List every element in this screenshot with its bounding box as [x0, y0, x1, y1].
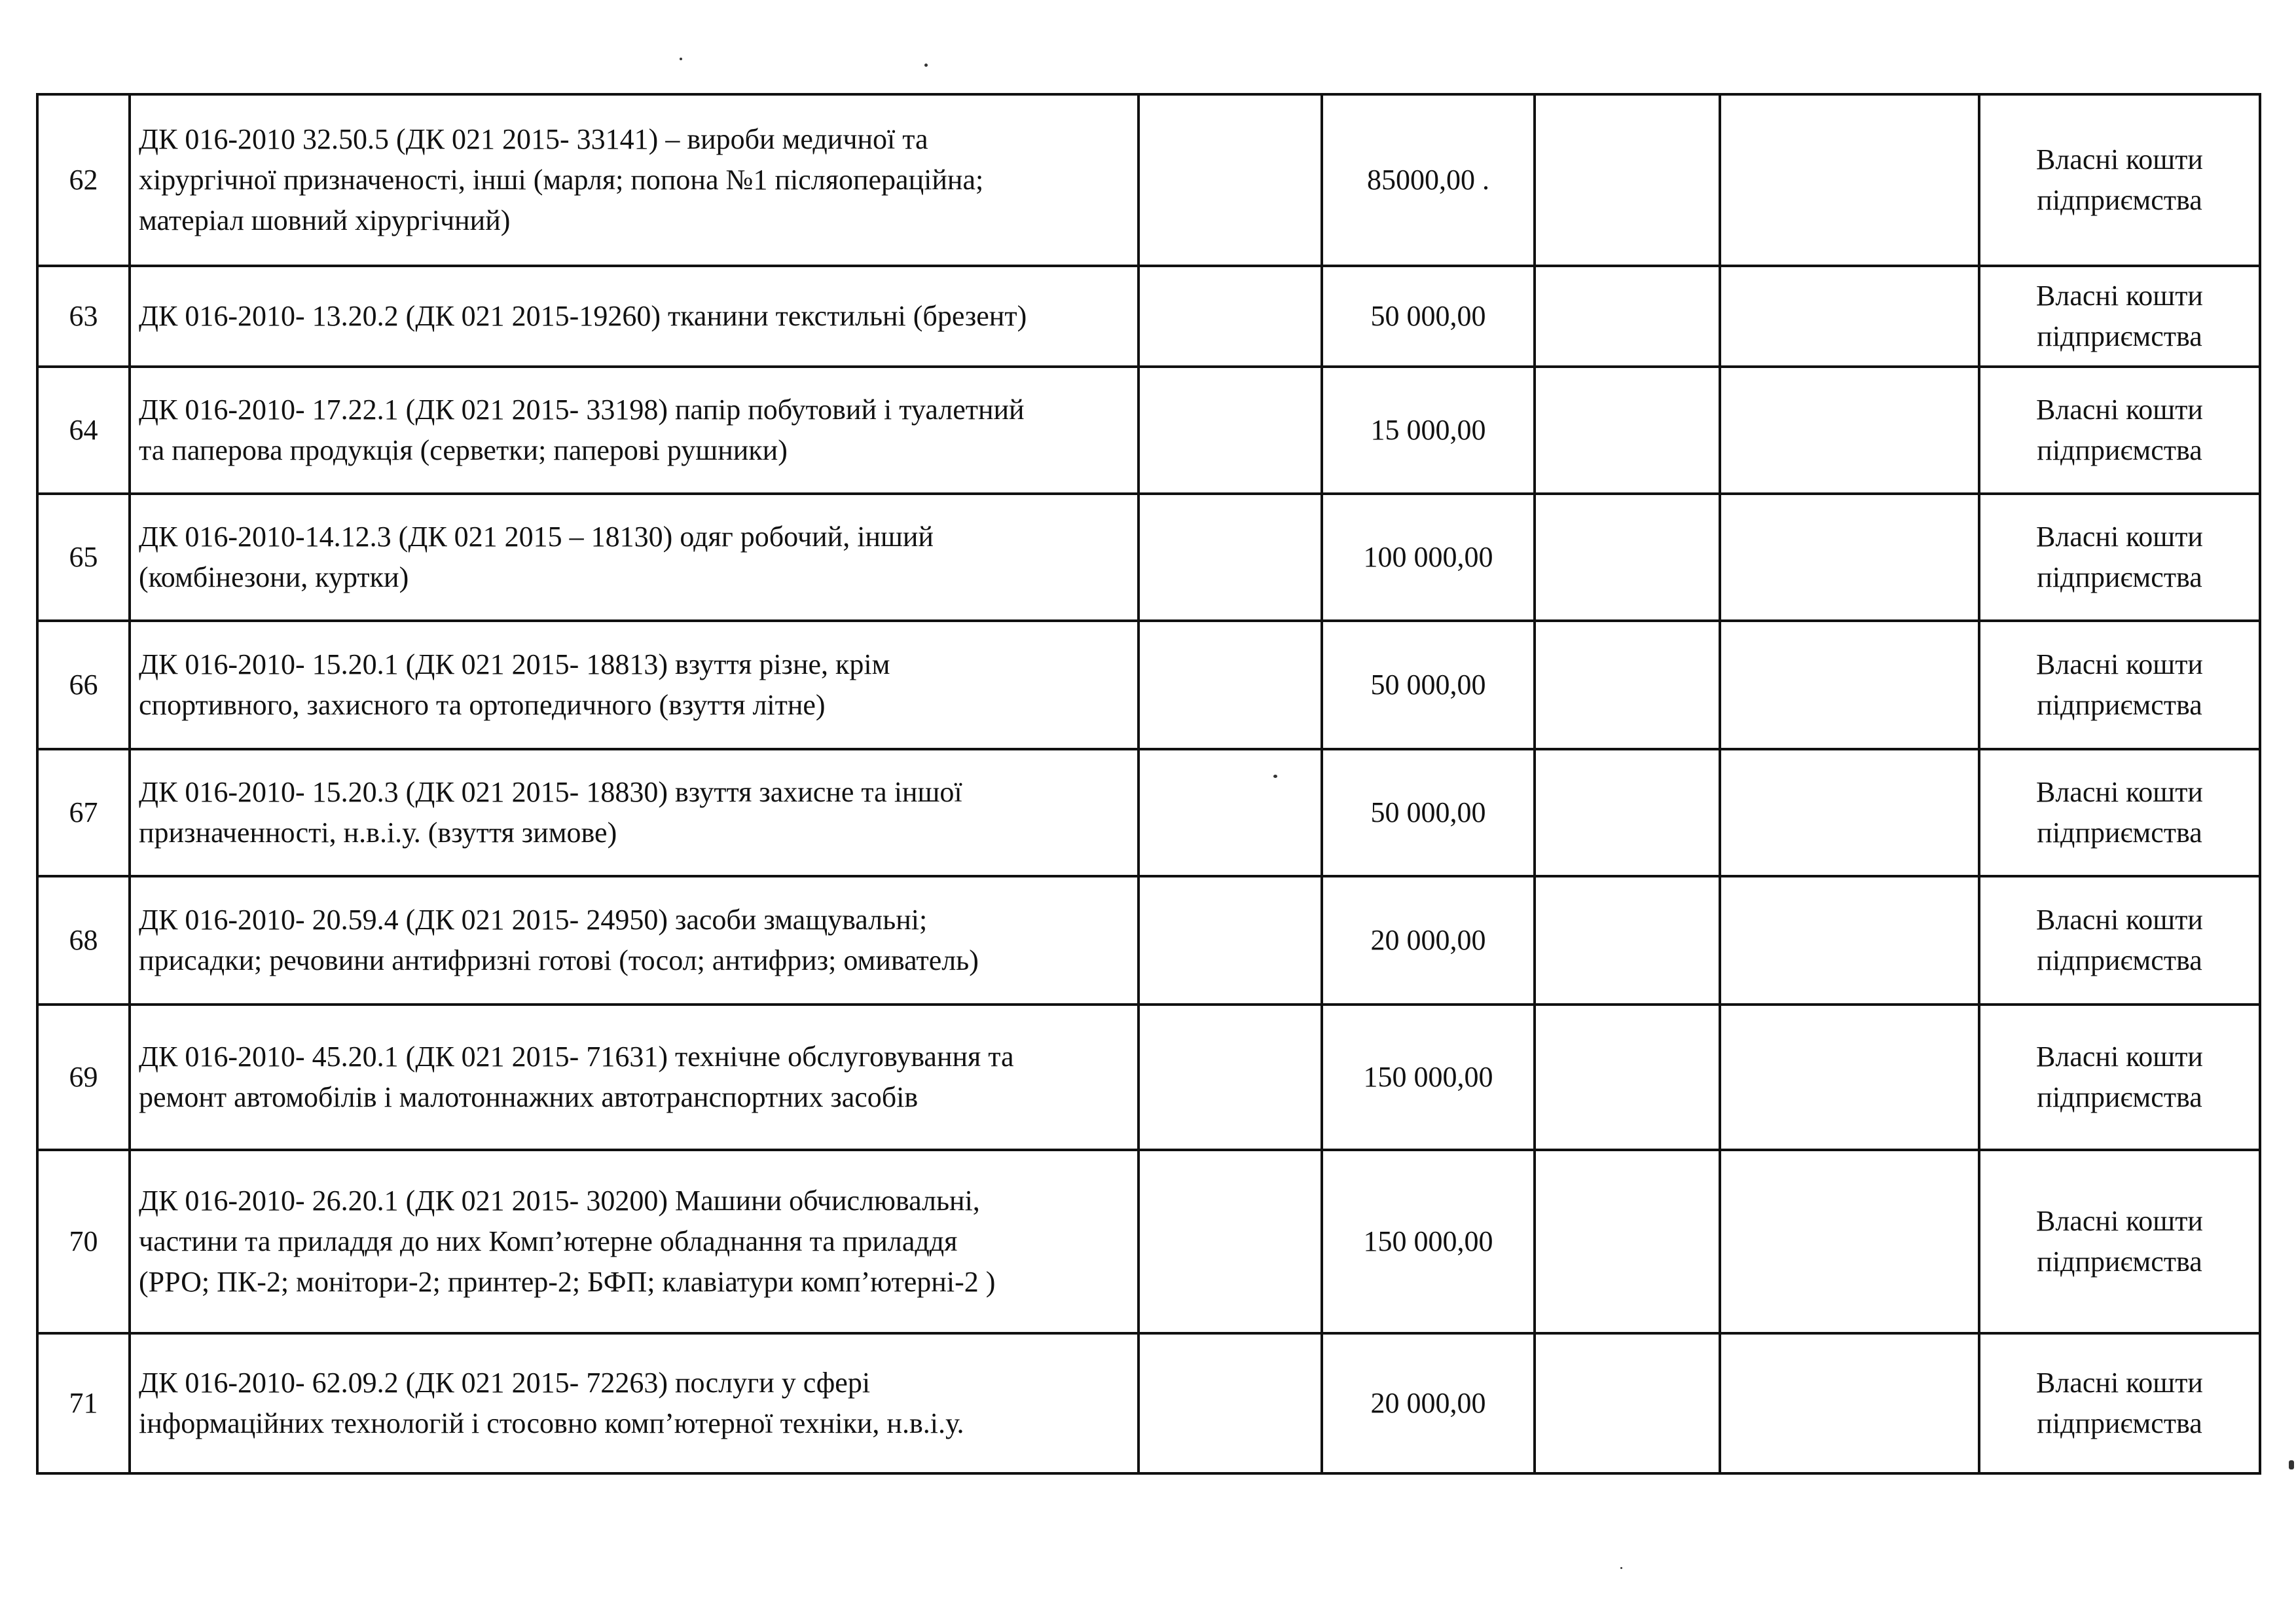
funding-source-line: підприємства	[2037, 1081, 2202, 1113]
expected-cost: 20 000,00	[1322, 876, 1535, 1005]
funding-source	[1979, 367, 2260, 494]
expected-cost: 150 000,00	[1322, 1005, 1535, 1150]
row-number: 65	[37, 494, 130, 621]
item-description	[130, 1333, 1139, 1473]
funding-source-line: Власні кошти	[2036, 1041, 2203, 1073]
funding-source	[1979, 1333, 2260, 1473]
empty-cell	[1720, 621, 1979, 749]
item-description	[130, 266, 1139, 367]
funding-source	[1979, 1005, 2260, 1150]
empty-cell	[1139, 1005, 1322, 1150]
empty-cell	[1720, 494, 1979, 621]
funding-source-line: Власні кошти	[2036, 280, 2203, 312]
row-number: 70	[37, 1150, 130, 1333]
row-number: 64	[37, 367, 130, 494]
table-row	[37, 367, 2260, 494]
empty-cell	[1139, 1333, 1322, 1473]
description-line: ДК 016-2010- 15.20.3 (ДК 021 2015- 18830) взуття захисне та іншої	[139, 776, 962, 808]
funding-source	[1979, 266, 2260, 367]
procurement-plan-table	[36, 93, 2261, 1475]
expected-cost: 20 000,00	[1322, 1333, 1535, 1473]
expected-cost: 100 000,00	[1322, 494, 1535, 621]
description-line: ДК 016-2010- 45.20.1 (ДК 021 2015- 71631) технічне обслуговування та	[139, 1041, 1014, 1073]
description-line: ДК 016-2010- 13.20.2 (ДК 021 2015-19260) тканини текстильні (брезент)	[139, 300, 1027, 332]
funding-source-line: підприємства	[2037, 1246, 2202, 1278]
empty-cell	[1139, 494, 1322, 621]
row-number: 63	[37, 266, 130, 367]
funding-source-line: Власні кошти	[2036, 143, 2203, 175]
description-line: (РРО; ПК-2; монітори-2; принтер-2; БФП; клавіатури комп’ютерні-2 )	[139, 1266, 996, 1298]
empty-cell	[1139, 94, 1322, 266]
funding-source-line: підприємства	[2037, 1407, 2202, 1439]
description-line: матеріал шовний хірургічний)	[139, 204, 511, 236]
empty-cell	[1535, 1005, 1720, 1150]
table-row	[37, 749, 2260, 876]
item-description	[130, 749, 1139, 876]
funding-source-line: Власні кошти	[2036, 776, 2203, 808]
empty-cell	[1535, 494, 1720, 621]
table-body	[37, 94, 2260, 1473]
scan-speck	[2289, 1460, 2294, 1469]
expected-cost: 50 000,00	[1322, 621, 1535, 749]
description-line: спортивного, захисного та ортопедичного (взуття літне)	[139, 689, 826, 721]
funding-source	[1979, 749, 2260, 876]
table-row	[37, 1150, 2260, 1333]
row-number: 69	[37, 1005, 130, 1150]
funding-source	[1979, 621, 2260, 749]
row-number: 71	[37, 1333, 130, 1473]
item-description	[130, 621, 1139, 749]
funding-source	[1979, 876, 2260, 1005]
funding-source	[1979, 94, 2260, 266]
expected-cost: 150 000,00	[1322, 1150, 1535, 1333]
table-row	[37, 94, 2260, 266]
table-row	[37, 876, 2260, 1005]
funding-source-line: підприємства	[2037, 320, 2202, 352]
empty-cell	[1535, 1150, 1720, 1333]
table-row	[37, 1333, 2260, 1473]
empty-cell	[1720, 876, 1979, 1005]
empty-cell	[1720, 1005, 1979, 1150]
item-description	[130, 94, 1139, 266]
item-description	[130, 876, 1139, 1005]
scan-speck	[1620, 1567, 1622, 1569]
description-line: ДК 016-2010-14.12.3 (ДК 021 2015 – 18130) одяг робочий, інший	[139, 521, 934, 553]
empty-cell	[1535, 876, 1720, 1005]
empty-cell	[1139, 266, 1322, 367]
empty-cell	[1720, 1150, 1979, 1333]
funding-source-line: підприємства	[2037, 434, 2202, 466]
scan-speck	[680, 58, 682, 60]
description-line: присадки; речовини антифризні готові (тосол; антифриз; омиватель)	[139, 944, 979, 976]
funding-source-line: Власні кошти	[2036, 521, 2203, 553]
table-row	[37, 1005, 2260, 1150]
empty-cell	[1139, 749, 1322, 876]
funding-source-line: Власні кошти	[2036, 1367, 2203, 1399]
empty-cell	[1720, 94, 1979, 266]
description-line: частини та приладдя до них Комп’ютерне обладнання та приладдя	[139, 1225, 958, 1257]
empty-cell	[1139, 1150, 1322, 1333]
description-line: ДК 016-2010 32.50.5 (ДК 021 2015- 33141) – вироби медичної та	[139, 123, 928, 155]
empty-cell	[1535, 749, 1720, 876]
description-line: ДК 016-2010- 62.09.2 (ДК 021 2015- 72263) послуги у сфері	[139, 1367, 871, 1399]
empty-cell	[1535, 1333, 1720, 1473]
funding-source-line: підприємства	[2037, 561, 2202, 593]
funding-source-line: підприємства	[2037, 944, 2202, 976]
row-number: 62	[37, 94, 130, 266]
description-line: хірургічної призначеності, інші (марля; попона №1 післяопераційна;	[139, 164, 984, 196]
funding-source	[1979, 1150, 2260, 1333]
description-line: інформаційних технологій і стосовно комп’ютерної техніки, н.в.і.у.	[139, 1407, 964, 1439]
funding-source-line: підприємства	[2037, 184, 2202, 216]
empty-cell	[1139, 621, 1322, 749]
description-line: ДК 016-2010- 17.22.1 (ДК 021 2015- 33198) папір побутовий і туалетний	[139, 394, 1025, 426]
funding-source-line: підприємства	[2037, 689, 2202, 721]
description-line: призначенності, н.в.і.у. (взуття зимове)	[139, 817, 617, 849]
empty-cell	[1535, 367, 1720, 494]
description-line: та паперова продукція (серветки; паперові рушники)	[139, 434, 788, 466]
empty-cell	[1535, 266, 1720, 367]
funding-source-line: Власні кошти	[2036, 904, 2203, 936]
description-line: ДК 016-2010- 15.20.1 (ДК 021 2015- 18813) взуття різне, крім	[139, 648, 890, 680]
description-line: ДК 016-2010- 20.59.4 (ДК 021 2015- 24950) засоби змащувальні;	[139, 904, 928, 936]
expected-cost: 85000,00 .	[1322, 94, 1535, 266]
description-line: ремонт автомобілів і малотоннажних автотранспортних засобів	[139, 1081, 919, 1113]
empty-cell	[1535, 621, 1720, 749]
empty-cell	[1720, 367, 1979, 494]
empty-cell	[1139, 367, 1322, 494]
row-number: 67	[37, 749, 130, 876]
scan-speck	[924, 64, 928, 67]
funding-source-line: підприємства	[2037, 817, 2202, 849]
item-description	[130, 1005, 1139, 1150]
description-line: ДК 016-2010- 26.20.1 (ДК 021 2015- 30200) Машини обчислювальні,	[139, 1185, 980, 1217]
expected-cost: 50 000,00	[1322, 749, 1535, 876]
expected-cost: 15 000,00	[1322, 367, 1535, 494]
table-row	[37, 266, 2260, 367]
empty-cell	[1720, 1333, 1979, 1473]
empty-cell	[1720, 749, 1979, 876]
row-number: 66	[37, 621, 130, 749]
description-line: (комбінезони, куртки)	[139, 561, 409, 593]
funding-source	[1979, 494, 2260, 621]
empty-cell	[1139, 876, 1322, 1005]
empty-cell	[1720, 266, 1979, 367]
empty-cell	[1535, 94, 1720, 266]
item-description	[130, 367, 1139, 494]
expected-cost: 50 000,00	[1322, 266, 1535, 367]
row-number: 68	[37, 876, 130, 1005]
item-description	[130, 494, 1139, 621]
item-description	[130, 1150, 1139, 1333]
funding-source-line: Власні кошти	[2036, 1205, 2203, 1237]
table-row	[37, 621, 2260, 749]
funding-source-line: Власні кошти	[2036, 394, 2203, 426]
funding-source-line: Власні кошти	[2036, 648, 2203, 680]
table-row	[37, 494, 2260, 621]
